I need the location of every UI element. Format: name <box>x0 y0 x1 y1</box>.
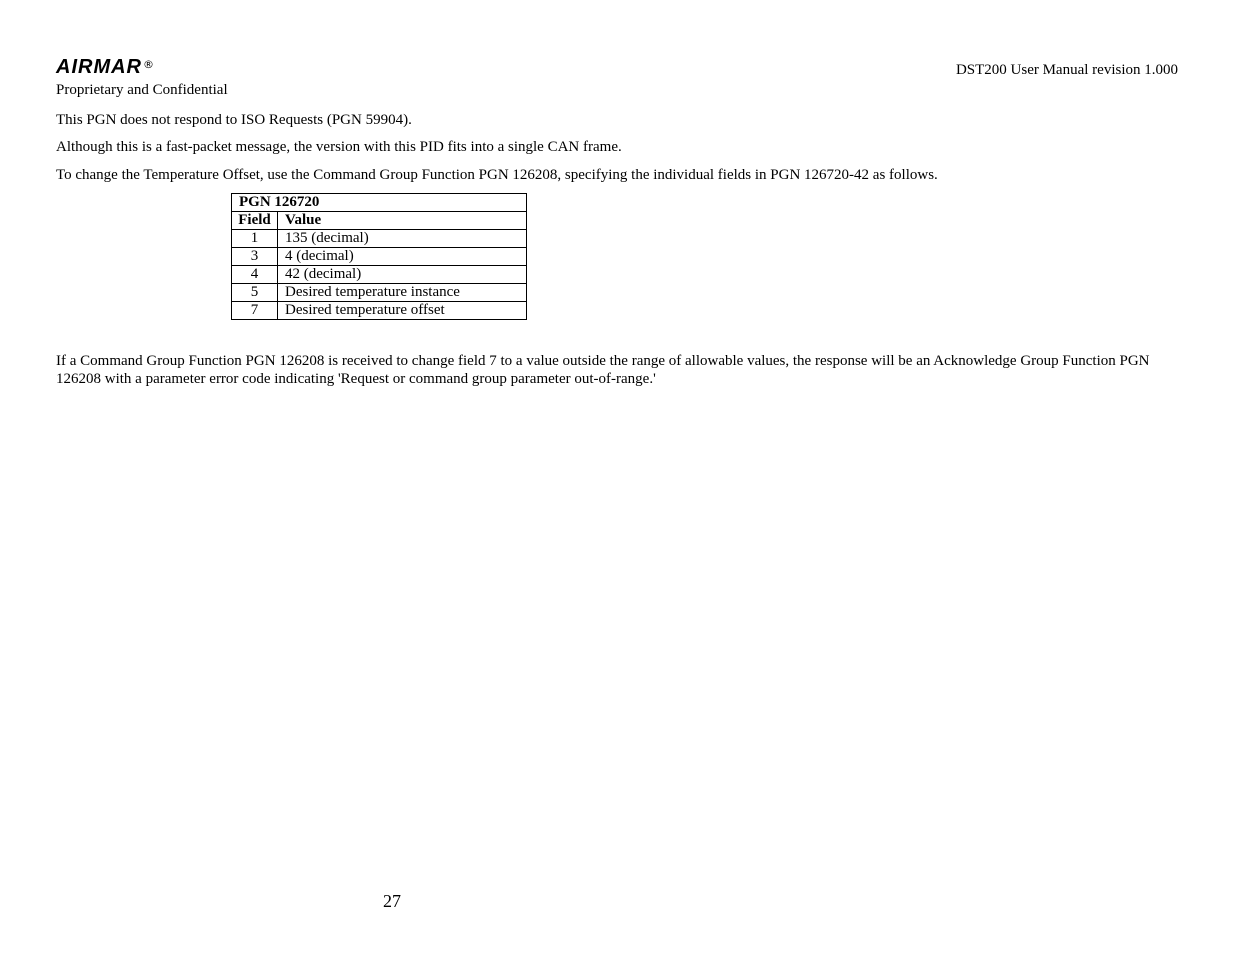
column-header-field: Field <box>232 212 278 230</box>
airmar-logo <box>56 55 155 79</box>
paragraph-change-offset: To change the Temperature Offset, use the Command Group Function PGN 126208, specifying the individual fields in PGN 126720-42 as follows. <box>56 167 938 183</box>
field-cell: 5 <box>232 284 278 302</box>
value-cell: 135 (decimal) <box>278 230 527 248</box>
value-cell: Desired temperature offset <box>278 302 527 320</box>
manual-title: DST200 User Manual revision 1.000 <box>955 62 1178 78</box>
confidential-notice: Proprietary and Confidential <box>56 82 228 98</box>
field-cell: 3 <box>232 248 278 266</box>
table-title: PGN 126720 <box>232 194 527 212</box>
table-row <box>232 248 527 266</box>
value-cell: 42 (decimal) <box>278 266 527 284</box>
pgn-field-table <box>231 193 527 320</box>
table-row <box>232 302 527 320</box>
paragraph-fast-packet: Although this is a fast-packet message, the version with this PID fits into a single CAN frame. <box>56 139 622 155</box>
value-cell: 4 (decimal) <box>278 248 527 266</box>
paragraph-out-of-range: If a Command Group Function PGN 126208 is received to change field 7 to a value outside the range of allowable values, the response will be an Acknowledge Group Function PGN 126208 with a parameter error code indicating 'Request or command group parameter out-of-range.' <box>56 353 1150 387</box>
paragraph-iso-requests: This PGN does not respond to ISO Requests (PGN 59904). <box>56 112 412 128</box>
registered-mark: ® <box>143 58 155 71</box>
logo-text: AIRMAR <box>56 56 142 78</box>
table-row <box>232 230 527 248</box>
field-cell: 4 <box>232 266 278 284</box>
field-cell: 1 <box>232 230 278 248</box>
table-row <box>232 284 527 302</box>
field-cell: 7 <box>232 302 278 320</box>
table-row <box>232 266 527 284</box>
table-header-row <box>232 212 527 230</box>
value-cell: Desired temperature instance <box>278 284 527 302</box>
column-header-value: Value <box>278 212 527 230</box>
table-title-row <box>232 194 527 212</box>
page-number: 27 <box>383 891 401 911</box>
